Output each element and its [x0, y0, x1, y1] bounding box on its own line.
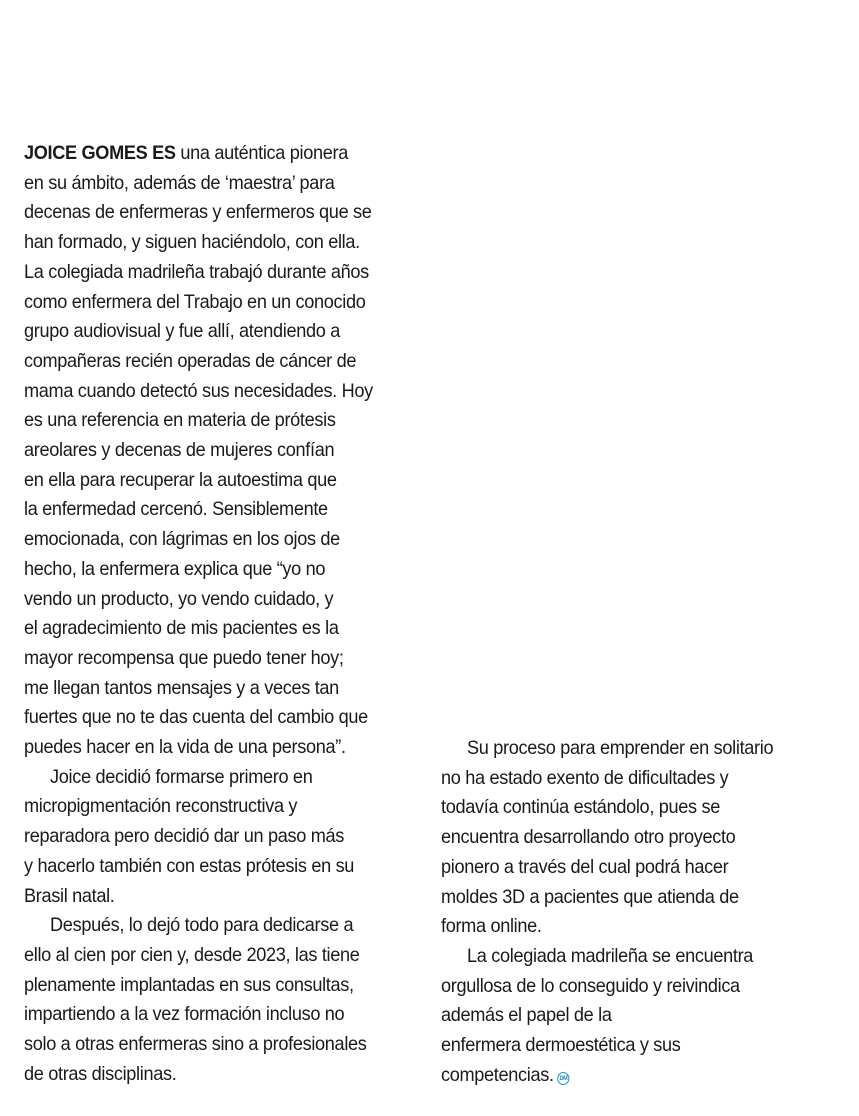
text-line	[24, 614, 424, 644]
line-text: orgullosa de lo conseguido y reivindica	[441, 974, 740, 997]
line-text: la enfermedad cercenó. Sensiblemente	[24, 498, 328, 521]
right-column	[441, 734, 855, 1090]
left-paragraph-2	[24, 763, 424, 912]
text-line	[24, 288, 424, 318]
first-line-rest: una auténtica pionera	[175, 142, 348, 164]
line-text: emocionada, con lágrimas en los ojos de	[24, 528, 340, 551]
text-line	[441, 972, 855, 1002]
line-text: La colegiada madrileña trabajó durante años	[24, 260, 369, 283]
line-text: competencias.	[441, 1063, 554, 1086]
text-line	[441, 1061, 855, 1091]
line-text: de otras disciplinas.	[24, 1062, 177, 1085]
right-paragraph-1	[441, 734, 855, 942]
text-line	[441, 912, 855, 942]
text-line	[24, 466, 424, 496]
text-line	[24, 436, 424, 466]
line-text: micropigmentación reconstructiva y	[24, 795, 298, 818]
text-line	[441, 1031, 855, 1061]
line-text: Su proceso para emprender en solitario	[467, 737, 774, 759]
text-line	[441, 883, 855, 913]
line-text: en ella para recuperar la autoestima que	[24, 468, 337, 491]
text-line	[24, 495, 424, 525]
text-line	[24, 1000, 424, 1030]
text-line	[24, 971, 424, 1001]
line-text: pionero a través del cual podrá hacer	[441, 855, 729, 878]
text-line	[24, 406, 424, 436]
line-text: mayor recompensa que puedo tener hoy;	[24, 646, 344, 669]
text-line	[24, 674, 424, 704]
text-line	[24, 555, 424, 585]
line-text: Joice decidió formarse primero en	[50, 765, 313, 788]
text-line	[24, 911, 424, 941]
line-text: Después, lo dejó todo para dedicarse a	[50, 914, 354, 937]
line-text: forma online.	[441, 915, 542, 938]
line-text: no ha estado exento de dificultades y	[441, 766, 729, 789]
line-text: La colegiada madrileña se encuentra	[467, 944, 754, 967]
text-line	[441, 823, 855, 853]
line-text: solo a otras enfermeras sino a profesionales	[24, 1033, 367, 1056]
text-line	[24, 585, 424, 615]
text-line	[441, 942, 855, 972]
text-line	[24, 317, 424, 347]
text-line	[24, 703, 424, 733]
line-text: y hacerlo también con estas prótesis en su	[24, 854, 355, 877]
text-line	[441, 1001, 855, 1031]
line-text: enfermera dermoestética y sus	[441, 1034, 681, 1057]
line-text: grupo audiovisual y fue allí, atendiendo a	[24, 320, 341, 343]
text-line	[24, 377, 424, 407]
line-text: han formado, y siguen haciéndolo, con ella.	[24, 231, 360, 254]
line-text: ello al cien por cien y, desde 2023, las tiene	[24, 943, 360, 966]
left-paragraph-1	[24, 169, 424, 763]
text-line	[24, 941, 424, 971]
line-text: impartiendo a la vez formación incluso no	[24, 1003, 345, 1026]
end-of-article-logo-icon: DM	[557, 1072, 569, 1085]
text-line	[24, 228, 424, 258]
line-text: puedes hacer en la vida de una persona”.	[24, 736, 346, 759]
text-line	[24, 733, 424, 763]
text-line	[24, 644, 424, 674]
text-line	[24, 347, 424, 377]
right-paragraph-2	[441, 942, 855, 1091]
line-text: vendo un producto, yo vendo cuidado, y	[24, 587, 334, 610]
line-text: moldes 3D a pacientes que atienda de	[441, 885, 739, 908]
text-line	[24, 882, 424, 912]
line-text: encuentra desarrollando otro proyecto	[441, 826, 736, 849]
first-line	[24, 139, 424, 169]
text-line	[24, 1060, 424, 1090]
line-text: todavía continúa estándolo, pues se	[441, 796, 720, 819]
text-line	[24, 258, 424, 288]
left-column	[24, 139, 424, 1090]
text-line	[24, 169, 424, 199]
lead-in: JOICE GOMES ES	[24, 142, 176, 164]
line-text: Brasil natal.	[24, 884, 115, 907]
line-text: mama cuando detectó sus necesidades. Hoy	[24, 379, 373, 402]
text-line	[441, 764, 855, 794]
line-text: decenas de enfermeras y enfermeros que se	[24, 201, 372, 224]
left-paragraph-3	[24, 911, 424, 1089]
text-line	[441, 793, 855, 823]
line-text: como enfermera del Trabajo en un conocido	[24, 290, 366, 313]
text-line	[24, 198, 424, 228]
text-line	[24, 525, 424, 555]
line-text: el agradecimiento de mis pacientes es la	[24, 617, 339, 640]
text-line	[24, 1030, 424, 1060]
line-text: areolares y decenas de mujeres confían	[24, 439, 335, 462]
text-line	[441, 734, 855, 764]
line-text: plenamente implantadas en sus consultas,	[24, 973, 354, 996]
text-line	[24, 763, 424, 793]
line-text: hecho, la enfermera explica que “yo no	[24, 557, 326, 580]
line-text: además el papel de la	[441, 1004, 612, 1027]
line-text: fuertes que no te das cuenta del cambio que	[24, 706, 368, 729]
text-line	[24, 852, 424, 882]
line-text: compañeras recién operadas de cáncer de	[24, 349, 357, 372]
text-line	[24, 822, 424, 852]
line-text: me llegan tantos mensajes y a veces tan	[24, 676, 339, 699]
line-text: reparadora pero decidió dar un paso más	[24, 825, 344, 848]
text-line	[441, 853, 855, 883]
text-line	[24, 792, 424, 822]
line-text: es una referencia en materia de prótesis	[24, 409, 336, 432]
line-text: en su ámbito, además de ‘maestra’ para	[24, 171, 335, 194]
